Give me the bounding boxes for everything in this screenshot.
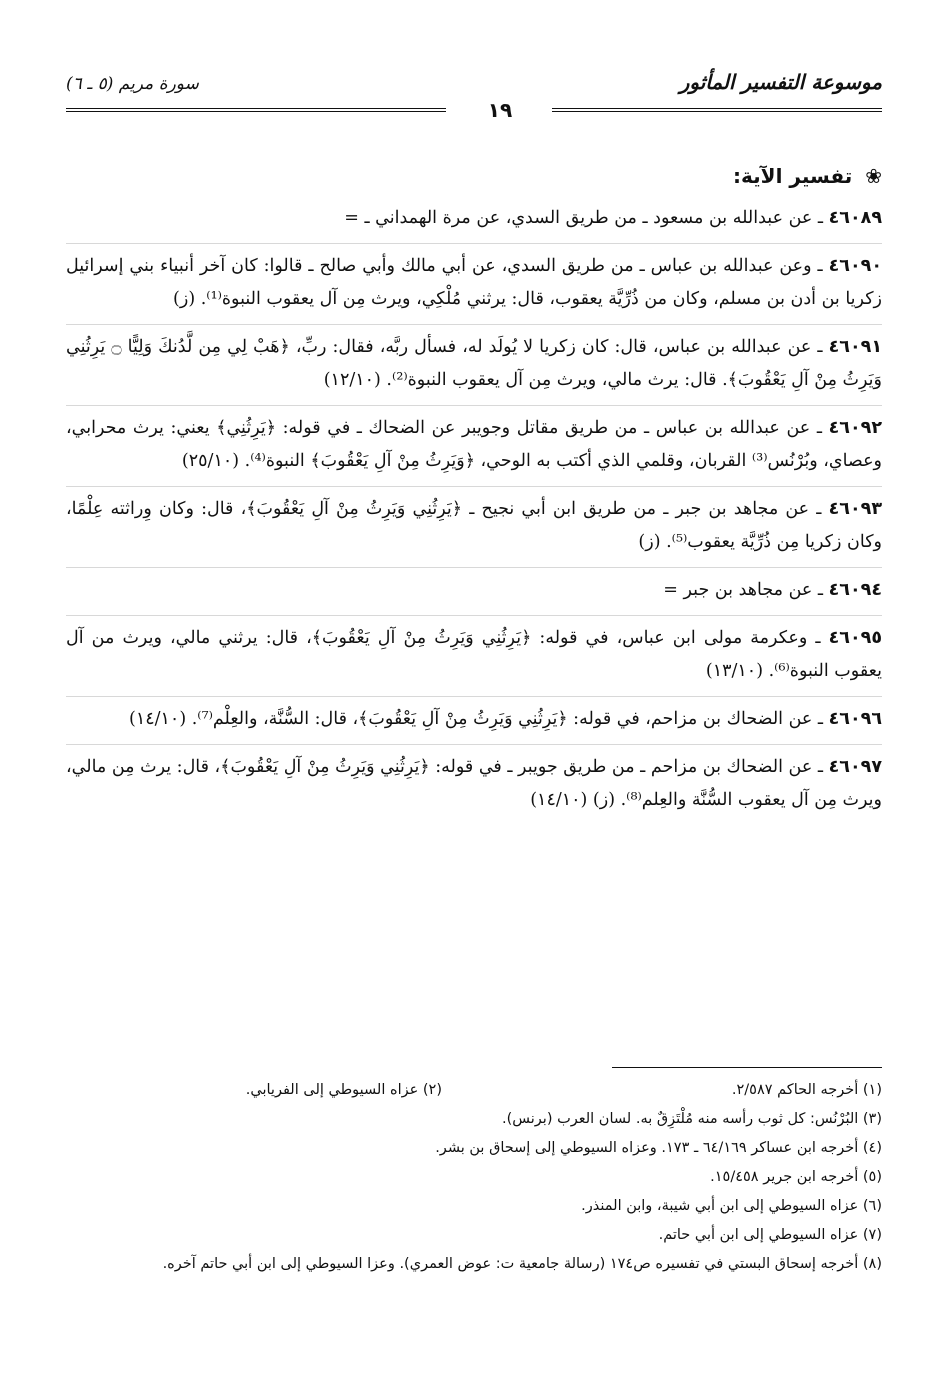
narration-entry (66, 751, 882, 825)
footnote-separator (612, 1067, 882, 1068)
footnote: (٦) عزاه السيوطي إلى ابن أبي شيبة، وابن المنذر. (581, 1198, 882, 1214)
footnote: (٤) أخرجه ابن عساكر ٦٤/١٦٩ ـ ١٧٣. وعزاه السيوطي إلى إسحاق بن بشر. (435, 1140, 882, 1156)
narration-number: ٤٦٠٩٥ (828, 628, 882, 648)
narration-entry (66, 703, 882, 745)
section-title: تفسير الآية: (733, 164, 853, 188)
footnote: (٨) أخرجه إسحاق البستي في تفسيره ص١٧٤ (رسالة جامعية ت: عوض العمري). وعزا السيوطي إلى ابن أبي حاتم آخره. (162, 1256, 882, 1272)
narration-entry (66, 250, 882, 325)
narration-entry (66, 622, 882, 697)
footnote: (٢) عزاه السيوطي إلى الفريابي. (245, 1082, 442, 1098)
narration-text: ـ وعن عبدالله بن عباس ـ من طريق السدي، عن أبي مالك وأبي صالح ـ قالوا: كان آخر أنبياء بني إسرائيل زكريا بن أدن بن مسلم، وكان من ذُرِّيَّة يعقوب، قال: يرثني مُلْكِي، ويرث مِن آل يعقوب النبوة⁽¹⁾. (ز) (66, 256, 882, 309)
narration-text: ـ عن مجاهد بن جبر = (663, 580, 829, 600)
surah-title: سورة مريم (٥ ـ ٦) (66, 74, 199, 94)
footnote: (٣) البُرْنُس: كل ثوب رأسه منه مُلْتَزِقٌ به. لسان العرب (برنس). (502, 1111, 882, 1127)
page-number: ١٩ (487, 98, 513, 122)
narration-entry (66, 493, 882, 568)
narration-entry (66, 331, 882, 406)
narration-number: ٤٦٠٩٧ (828, 757, 882, 777)
narration-entry (66, 574, 882, 616)
narration-list (66, 202, 882, 825)
flower-icon: ❀ (865, 164, 882, 188)
narration-number: ٤٦٠٩٦ (828, 709, 882, 729)
page-number-box (450, 98, 550, 122)
narration-text: ـ عن الضحاك بن مزاحم، في قوله: ﴿يَرِثُنِي وَيَرِثُ مِنْ آلِ يَعْقُوبَ﴾، قال: السُّنَّة، والعِلْم⁽⁷⁾. (١٤/١٠) (128, 709, 829, 729)
narration-entry (66, 202, 882, 244)
header-rule-right (552, 108, 882, 112)
narration-number: ٤٦٠٩٠ (828, 256, 882, 276)
narration-text: ـ عن عبدالله بن عباس ـ من طريق مقاتل وجويبر عن الضحاك ـ في قوله: ﴿يَرِثُنِي﴾ يعني: يرث محرابي، وعصاي، وبُرْنُس⁽³⁾ القربان، وقلمي الذي أكتب به الوحي، ﴿وَيَرِثُ مِنْ آلِ يَعْقُوبَ﴾ النبوة⁽⁴⁾. (٢٥/١٠) (66, 418, 882, 471)
narration-text: ـ عن عبدالله بن مسعود ـ من طريق السدي، عن مرة الهمداني ـ = (344, 208, 829, 228)
footnote: (١) أخرجه الحاكم ٢/٥٨٧. (731, 1082, 882, 1098)
narration-text: ـ عن مجاهد بن جبر ـ من طريق ابن أبي نجيح ـ ﴿يَرِثُنِي وَيَرِثُ مِنْ آلِ يَعْقُوبَ﴾، قال: وكان وِراثته عِلْمًا، وكان زكريا مِن ذُرِّيَّة يعقوب⁽⁵⁾. (ز) (66, 499, 882, 552)
narration-entry (66, 412, 882, 487)
book-title: موسوعة التفسير المأثور (679, 70, 882, 94)
narration-number: ٤٦٠٨٩ (828, 208, 882, 228)
page-header (66, 70, 882, 130)
narration-number: ٤٦٠٩٣ (828, 499, 882, 519)
footnote: (٥) أخرجه ابن جرير ١٥/٤٥٨. (710, 1169, 882, 1185)
book-page (66, 70, 882, 1360)
footnote: (٧) عزاه السيوطي إلى ابن أبي حاتم. (658, 1227, 882, 1243)
narration-number: ٤٦٠٩٢ (828, 418, 882, 438)
narration-text: ـ وعكرمة مولى ابن عباس، في قوله: ﴿يَرِثُنِي وَيَرِثُ مِنْ آلِ يَعْقُوبَ﴾، قال: يرثني مالي، ويرث من آل يعقوب النبوة⁽⁶⁾. (١٣/١٠) (66, 628, 882, 681)
section-heading (66, 158, 882, 194)
footnotes (66, 1067, 882, 1279)
header-rule-left (66, 108, 446, 112)
narration-number: ٤٦٠٩٤ (828, 580, 882, 600)
narration-number: ٤٦٠٩١ (828, 337, 883, 357)
narration-text: ـ عن عبدالله بن عباس، قال: كان زكريا لا يُولَد له، فسأل ربَّه، فقال: ربِّ، ﴿هَبْ لِي مِن لَّدُنكَ وَلِيًّا ۝ يَرِثُنِي وَيَرِثُ مِنْ آلِ يَعْقُوبَ﴾. قال: يرث مالي، ويرث مِن آل يعقوب النبوة⁽²⁾. (١٢/١٠) (66, 337, 882, 390)
footnote-row (66, 1076, 882, 1105)
narration-text: ـ عن الضحاك بن مزاحم ـ من طريق جويبر ـ في قوله: ﴿يَرِثُنِي وَيَرِثُ مِنْ آلِ يَعْقُوبَ﴾، قال: يرث مِن مالي، ويرث مِن آل يعقوب السُّنَّة والعِلم⁽⁸⁾. (ز) (١٤/١٠) (66, 757, 882, 810)
